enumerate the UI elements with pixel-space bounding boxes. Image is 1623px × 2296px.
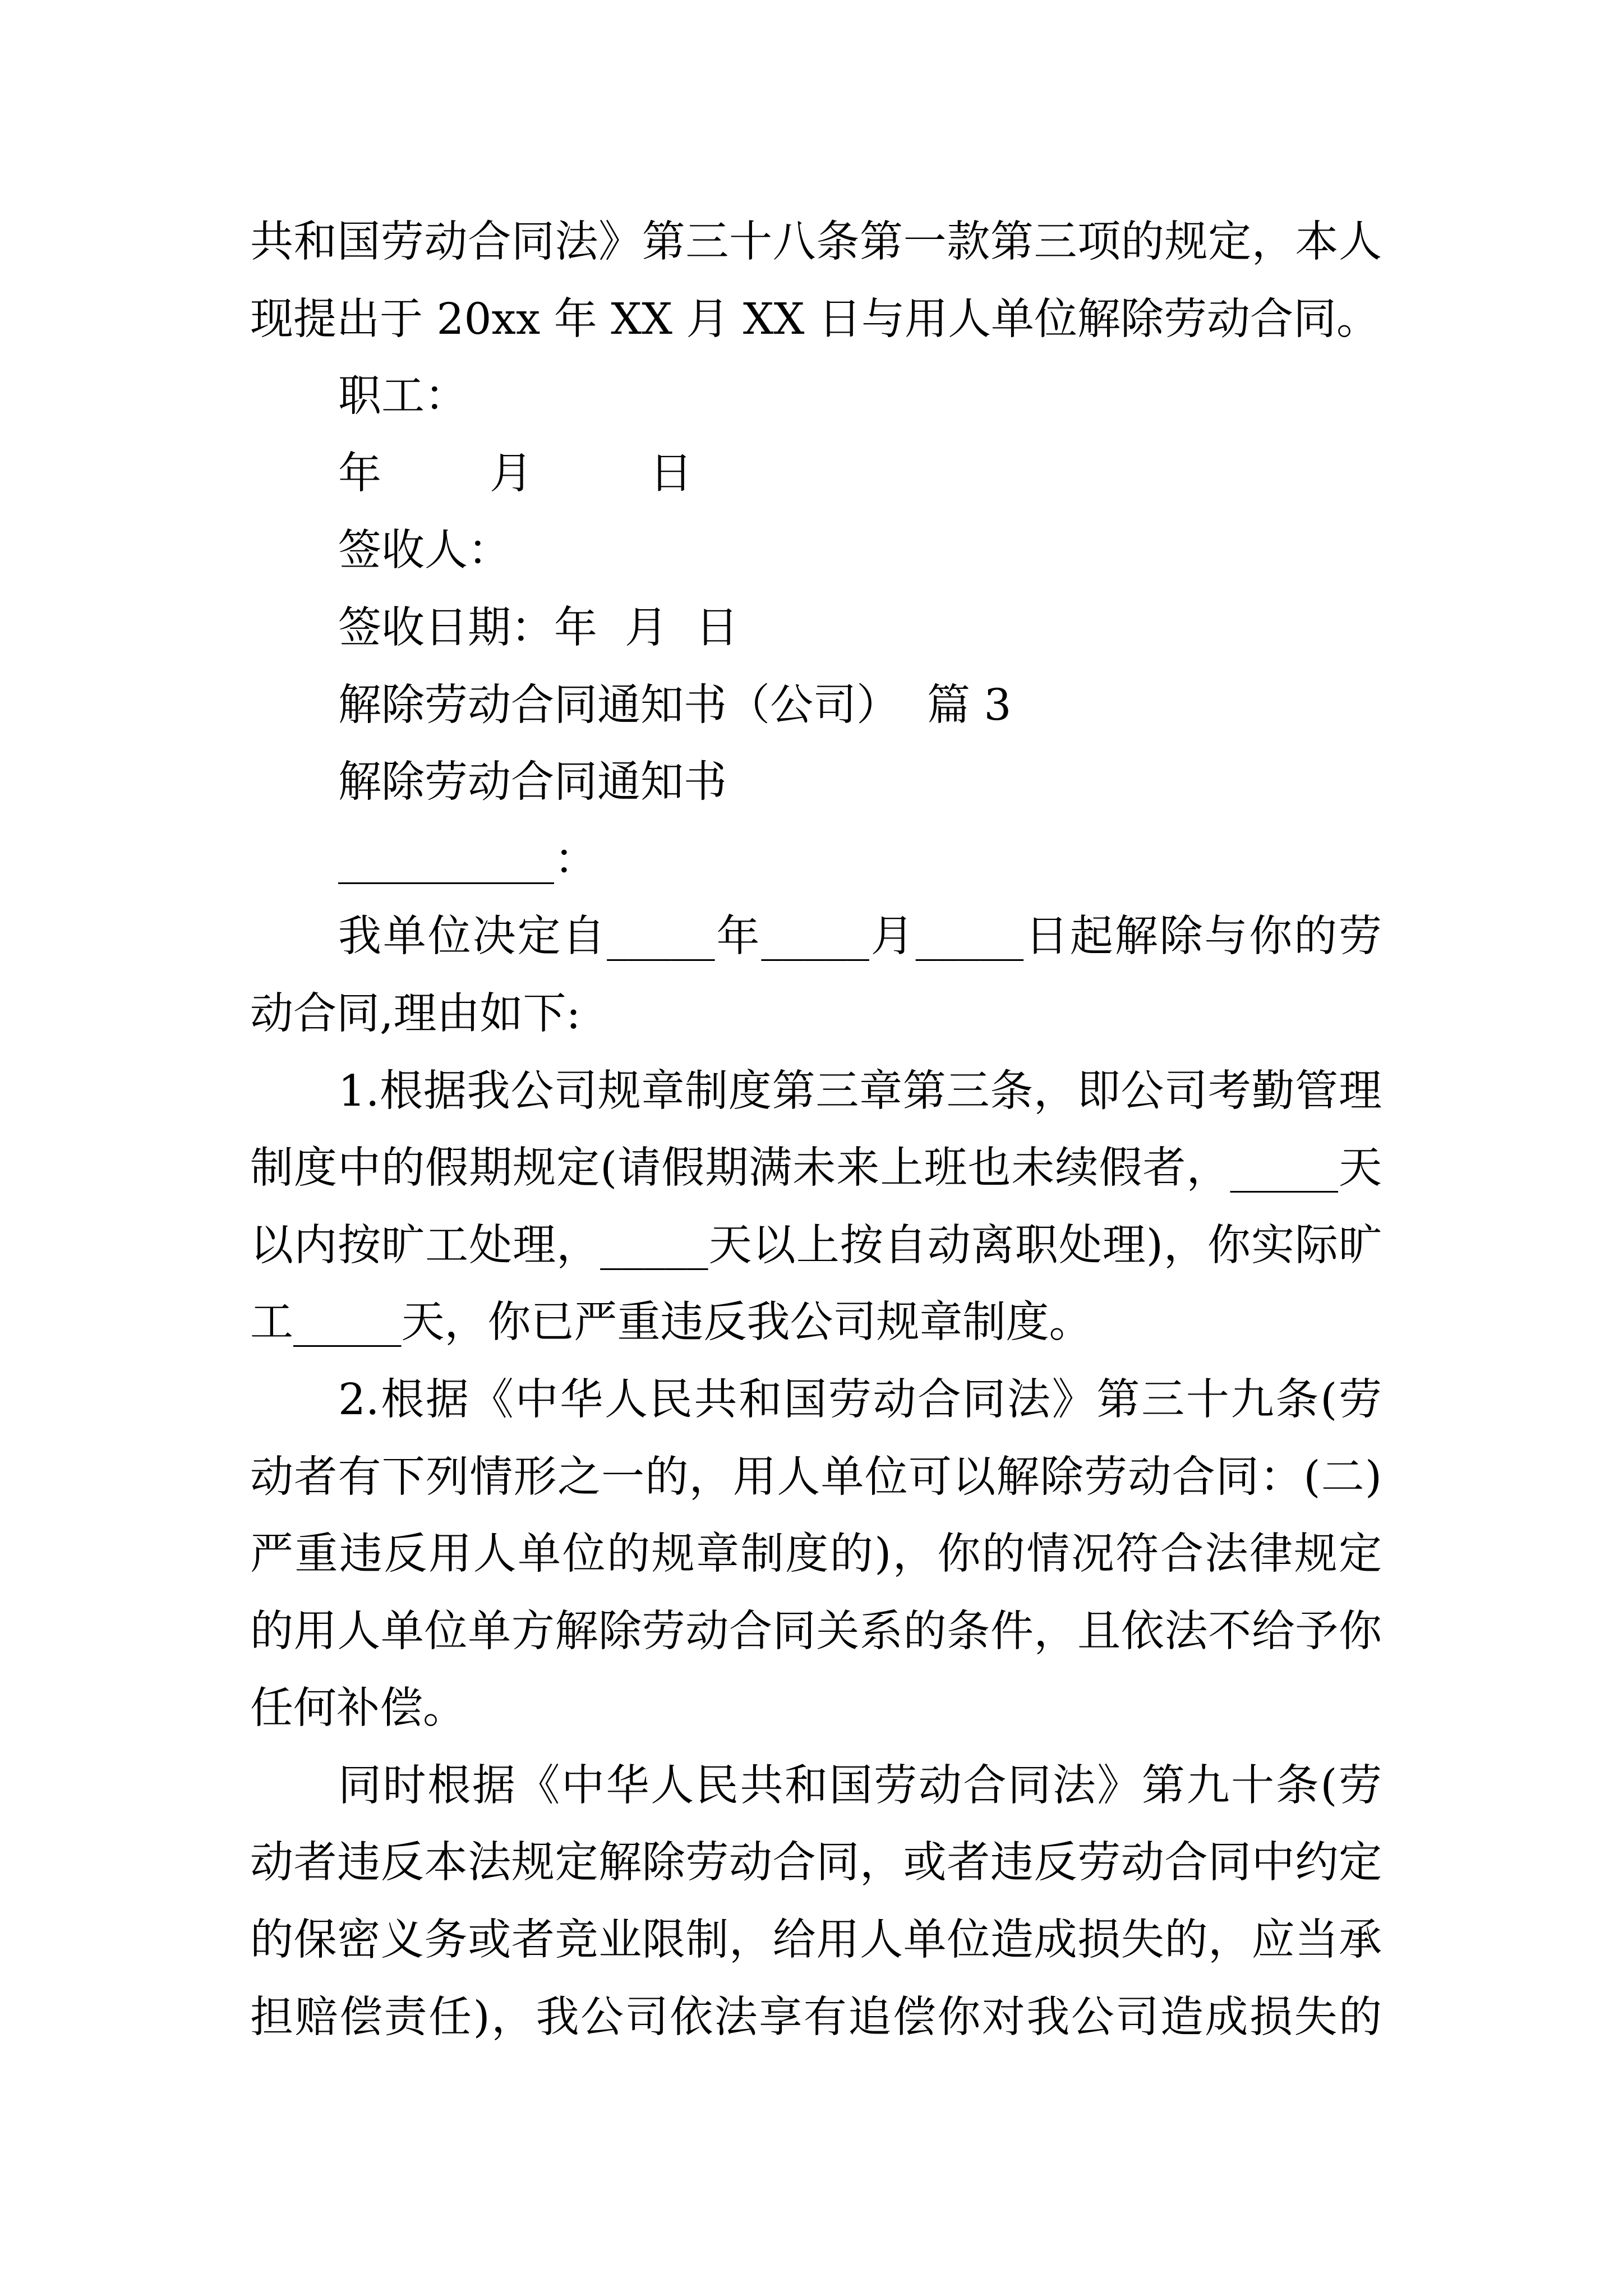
body-paragraph [250,1361,1382,1747]
paragraph-line: 的用人单位单方解除劳动合同关系的条件，且依法不给予你 [250,1606,1382,1657]
paragraph-line: 同时根据《中华人民共和国劳动合同法》第九十条(劳 [338,1760,1382,1811]
receiver-label: 签收人： [338,526,511,576]
paragraph-line: 2.根据《中华人民共和国劳动合同法》第三十九条(劳 [338,1374,1382,1425]
paragraph-line: 担赔偿责任)，我公司依法享有追偿你对我公司造成损失的 [250,1992,1382,2042]
employee-date-line [250,435,1382,513]
paragraph-line: 动者违反本法规定解除劳动合同，或者违反劳动合同中约定 [250,1838,1382,1888]
paragraph-line: 以内按旷工处理，_____天以上按自动离职处理)，你实际旷 [250,1220,1382,1271]
paragraph-line: 严重违反用人单位的规章制度的)，你的情况符合法律规定 [250,1529,1382,1580]
paragraph-line: 我单位决定自_____年_____月_____日起解除与你的劳 [338,912,1382,962]
paragraph-line: 制度中的假期规定(请假期满未来上班也未续假者，_____天 [250,1143,1382,1194]
date-day-label: 日 [649,448,693,499]
date-month-label: 月 [490,448,533,499]
paragraph-line: 任何补偿。 [250,1683,466,1734]
body-paragraph [250,898,1382,1052]
addressee-line: __________： [338,834,597,885]
date-year-label: 年 [338,448,381,499]
continuation-paragraph [250,204,1382,358]
body-paragraph [250,1053,1382,1361]
notice-title: 解除劳动合同通知书 [338,757,727,808]
receipt-date-line: 签收日期：年 月 日 [338,602,739,653]
document-body [250,204,1382,2056]
paragraph-line: 工_____天，你已严重违反我公司规章制度。 [250,1297,1092,1348]
section-heading: 解除劳动合同通知书（公司） 篇 3 [338,680,1012,730]
paragraph-line: 动合同,理由如下: [250,988,581,1039]
body-paragraph [250,1747,1382,2056]
paragraph-line: 共和国劳动合同法》第三十八条第一款第三项的规定，本人 [250,217,1382,267]
paragraph-line: 的保密义务或者竞业限制，给用人单位造成损失的，应当承 [250,1915,1382,1966]
employee-label: 职工： [338,371,468,422]
paragraph-line: 动者有下列情形之一的，用人单位可以解除劳动合同：(二) [250,1452,1382,1502]
paragraph-line: 1.根据我公司规章制度第三章第三条，即公司考勤管理 [338,1066,1382,1116]
paragraph-line: 现提出于 20xx 年 XX 月 XX 日与用人单位解除劳动合同。 [250,294,1380,344]
